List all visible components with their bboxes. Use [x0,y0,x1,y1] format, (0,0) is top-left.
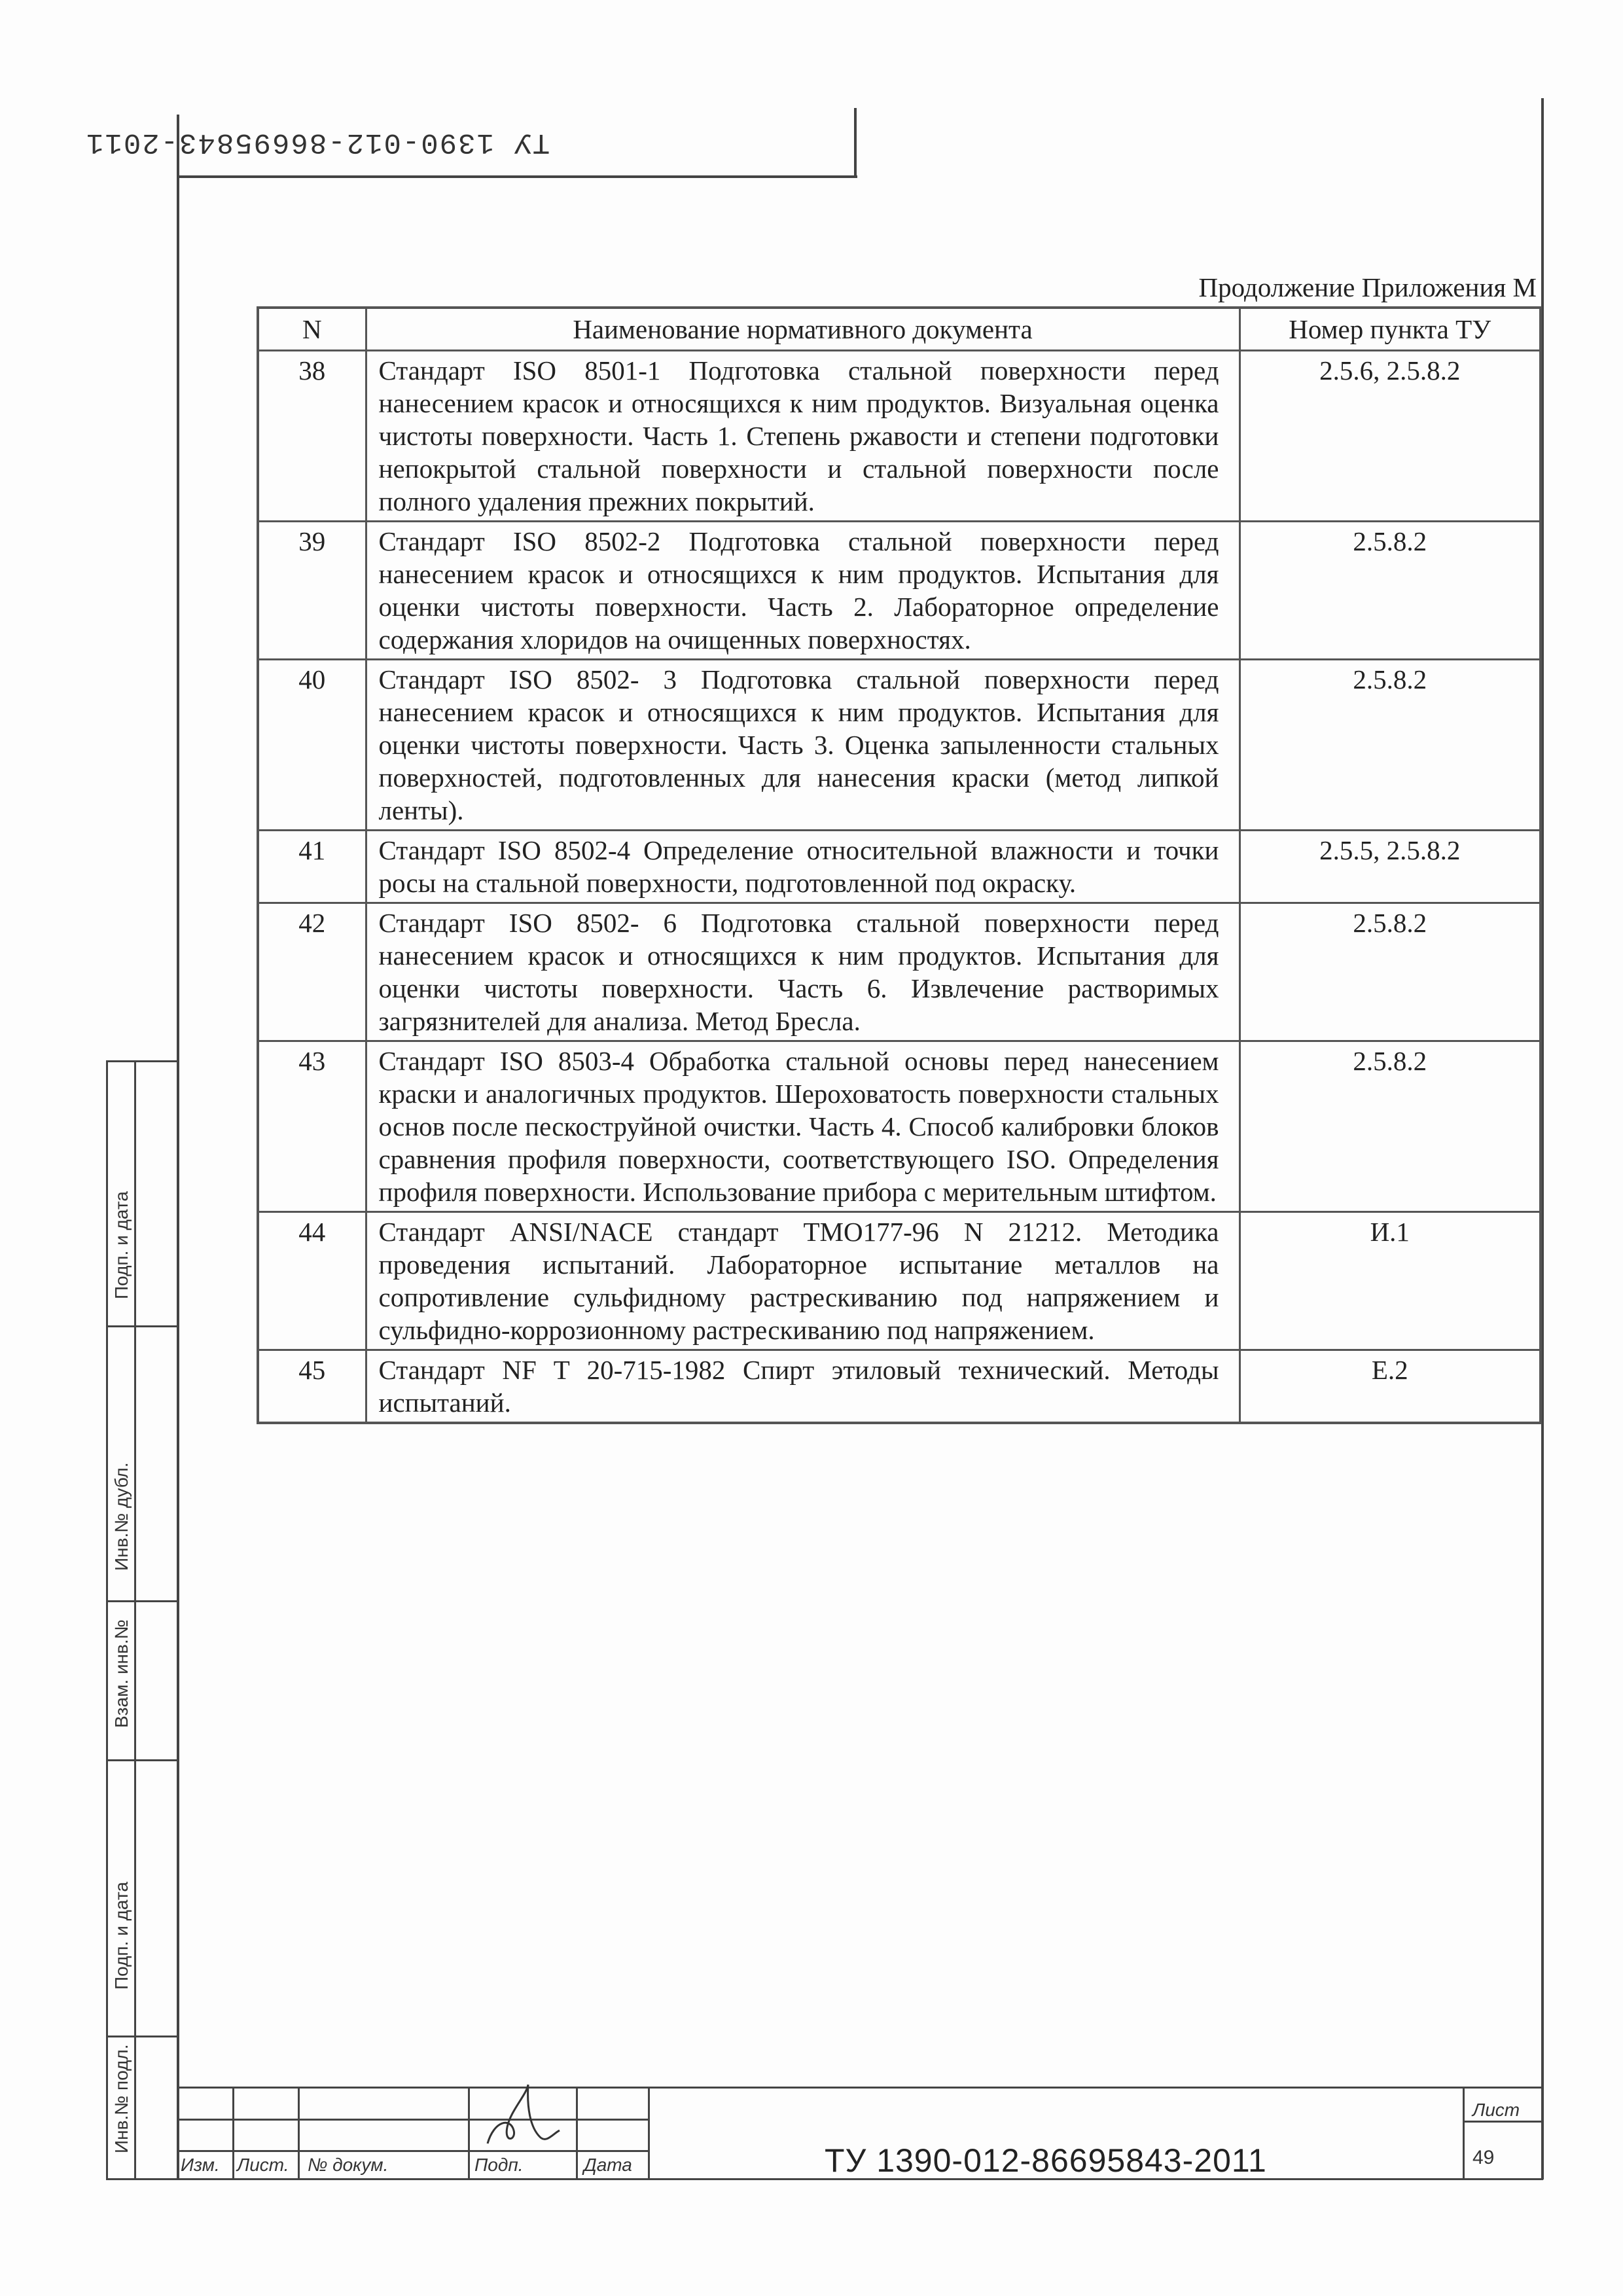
row-clause: И.1 [1240,1212,1541,1350]
row-num: 43 [258,1041,366,1212]
tb-label-podp: Подп. [474,2155,524,2175]
row-num: 42 [258,903,366,1041]
table-row [258,1350,1541,1424]
table-row [258,660,1541,831]
row-clause: 2.5.8.2 [1240,903,1541,1041]
header-num: N [258,308,366,351]
title-block-col-4 [576,2087,578,2179]
title-block-document-code: ТУ 1390-012-86695843-2011 [825,2142,1267,2179]
table-row [258,903,1541,1041]
row-clause: 2.5.5, 2.5.8.2 [1240,831,1541,903]
row-document-name: Стандарт ISO 8502-4 Определение относительной влажности и точки росы на стальной поверхности, подготовленной под окраску. [366,831,1240,903]
side-label-podp-data-1: Подп. и дата [111,1882,132,1990]
row-document-name: Стандарт ANSI/NACE стандарт TMO177-96 N 21212. Методика проведения испытаний. Лабораторное испытание металлов на сопротивление сульфидному растрескиванию под напряжением и сульфидно-коррозионному растрескиванию под напряжением. [366,1212,1240,1350]
side-stamp-mid [134,1060,136,2179]
title-block-col-6 [1463,2087,1465,2179]
frame-top-stamp-right [854,108,857,177]
side-stamp-div-2 [106,1600,178,1602]
tb-label-n-dokum: № докум. [308,2155,389,2175]
document-list [257,268,1539,1424]
title-block-col-5 [648,2087,650,2179]
side-stamp-bottom [106,2178,178,2180]
title-block-col-3 [468,2087,470,2179]
row-num: 44 [258,1212,366,1350]
frame-left-border [177,115,179,2179]
side-stamp-top [106,1060,178,1062]
tb-label-izm: Изм. [181,2155,220,2175]
side-label-vzam-inv: Взам. инв.№ [111,1619,132,1728]
table-row [258,351,1541,522]
row-document-name: Стандарт NF T 20-715-1982 Спирт этиловый технический. Методы испытаний. [366,1350,1240,1424]
table-row [258,1212,1541,1350]
header-name: Наименование нормативного документа [366,308,1240,351]
title-block-top [177,2087,1543,2089]
continuation-label: Продолжение Приложения М [1198,272,1537,302]
row-num: 38 [258,351,366,522]
table-header-row [258,308,1541,351]
tb-label-list: Лист. [237,2155,289,2175]
row-num: 45 [258,1350,366,1424]
row-num: 40 [258,660,366,831]
side-stamp-div-1 [106,1325,178,1327]
header-clause: Номер пункта ТУ [1240,308,1541,351]
table-row [258,1041,1541,1212]
row-document-name: Стандарт ISO 8501-1 Подготовка стальной поверхности перед нанесением красок и относящихся к ним продуктов. Визуальная оценка чистоты поверхности. Часть 1. Степень ржавости и степени подготовки непокрытой стальной поверхности и стальной поверхности после полного удаления прежних покрытий. [366,351,1240,522]
title-block-col-2 [298,2087,300,2179]
table-row [258,522,1541,660]
title-block-sheet-label: Лист [1472,2100,1520,2120]
row-document-name: Стандарт ISO 8502- 6 Подготовка стальной поверхности перед нанесением красок и относящихся к ним продуктов. Испытания для оценки чистоты поверхности. Часть 6. Извлечение растворимых загрязнителей для анализа. Метод Бресла. [366,903,1240,1041]
side-label-inv-podl: Инв.№ подл. [111,2044,132,2153]
signature-mark [474,2081,573,2153]
frame-top-stamp-bottom [177,175,857,178]
side-label-inv-dubl: Инв.№ дубл. [111,1462,132,1571]
row-document-name: Стандарт ISO 8503-4 Обработка стальной основы перед нанесением краски и аналогичных продуктов. Шероховатость поверхности стальных основ после пескоструйной очистки. Часть 4. Способ калибровки блоков сравнения профиля поверхности, соответствующего ISO. Определения профиля поверхности. Использование прибора с мерительным штифтом. [366,1041,1240,1212]
row-clause: 2.5.8.2 [1240,522,1541,660]
tb-label-data: Дата [584,2155,632,2175]
row-document-name: Стандарт ISO 8502-2 Подготовка стальной поверхности перед нанесением красок и относящихся к ним продуктов. Испытания для оценки чистоты поверхности. Часть 2. Лабораторное определение содержания хлоридов на очищенных поверхностях. [366,522,1240,660]
title-block-sheet-number: 49 [1472,2147,1495,2168]
row-clause: 2.5.8.2 [1240,1041,1541,1212]
row-num: 39 [258,522,366,660]
row-clause: 2.5.6, 2.5.8.2 [1240,351,1541,522]
side-stamp-div-4 [106,2036,178,2037]
row-document-name: Стандарт ISO 8502- 3 Подготовка стальной поверхности перед нанесением красок и относящихся к ним продуктов. Испытания для оценки чистоты поверхности. Часть 3. Оценка запыленности стальных поверхностей, подготовленных для нанесения краски (метод липкой ленты). [366,660,1240,831]
title-block-sheet-div [1463,2121,1543,2123]
normative-documents-table [257,306,1542,1424]
row-clause: 2.5.8.2 [1240,660,1541,831]
row-clause: Е.2 [1240,1350,1541,1424]
side-stamp-div-3 [106,1759,178,1761]
title-block-col-1 [232,2087,234,2179]
top-stamp-code: ТУ 1390-012-86695843-2011 [85,126,550,158]
side-label-podp-data-2: Подп. и дата [111,1191,132,1299]
side-stamp-outer-left [106,1060,108,2179]
table-row [258,831,1541,903]
row-num: 41 [258,831,366,903]
